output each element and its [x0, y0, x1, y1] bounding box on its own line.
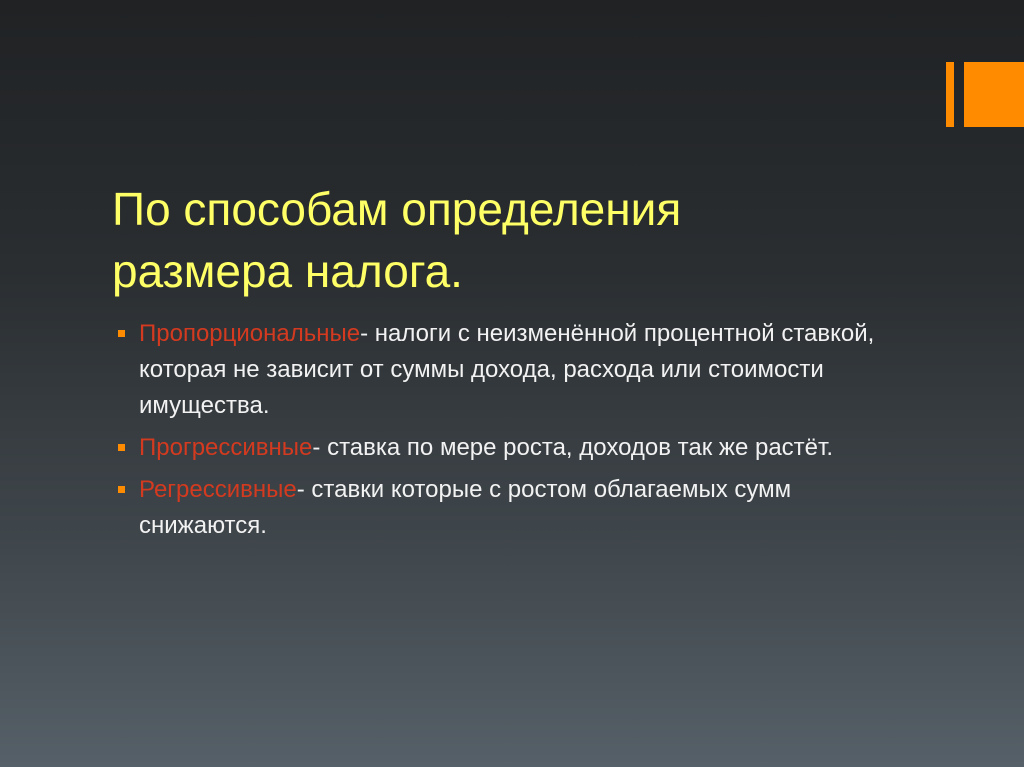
bullet-item-progressive: [118, 430, 918, 466]
square-bullet-icon: [118, 330, 125, 337]
square-bullet-icon: [118, 486, 125, 493]
bullet-term: Регрессивные: [139, 476, 297, 503]
title-line-2: размера налога.: [112, 245, 463, 297]
title-line-1: По способам определения: [112, 183, 682, 235]
bullet-text: - ставки которые с ростом облагаемых сумм снижаются.: [139, 476, 792, 539]
square-bullet-icon: [118, 444, 125, 451]
bullet-item-regressive: [118, 472, 918, 544]
bullet-term: Прогрессивные: [139, 434, 313, 461]
bullet-list: [118, 316, 918, 550]
bullet-term: Пропорциональные: [139, 320, 361, 347]
accent-bar-thick: [964, 62, 1024, 127]
bullet-item-proportional: [118, 316, 918, 424]
bullet-text: - ставка по мере роста, доходов так же растёт.: [312, 434, 833, 461]
bullet-text: - налоги с неизменённой процентной ставкой, которая не зависит от суммы дохода, расхода или стоимости имущества.: [139, 320, 875, 419]
slide-title: [112, 178, 872, 302]
accent-bar-thin: [946, 62, 954, 127]
